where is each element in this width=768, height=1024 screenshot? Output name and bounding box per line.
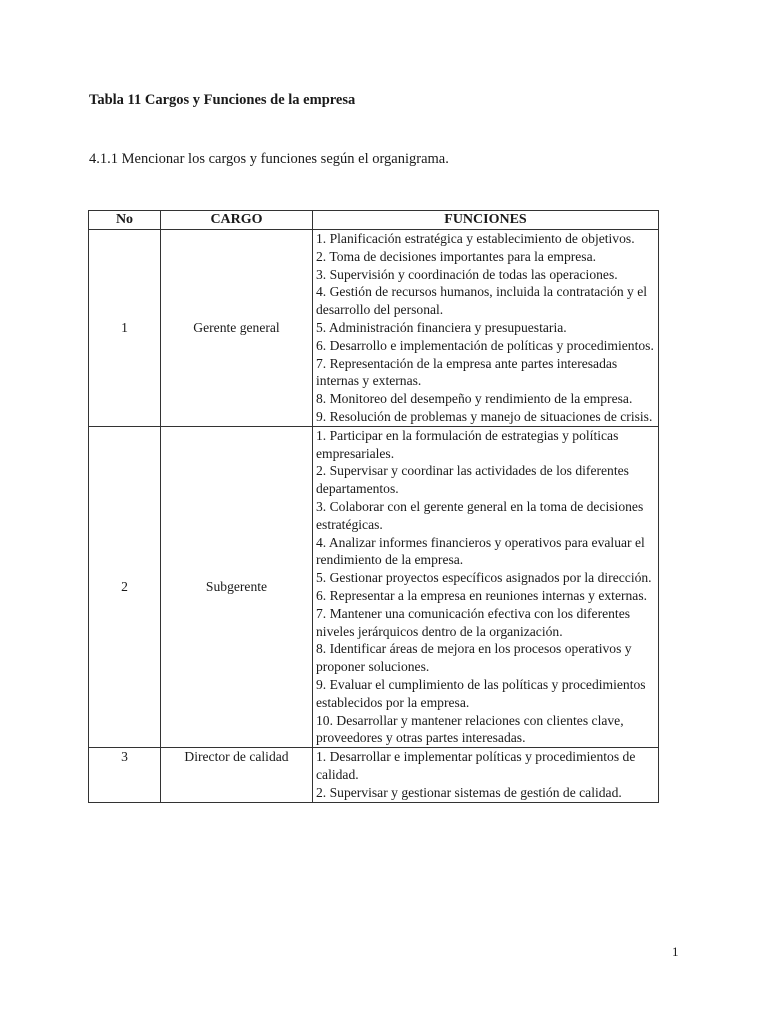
function-item: 1. Desarrollar e implementar políticas y procedimientos de calidad.: [316, 749, 636, 782]
function-item: 4. Analizar informes financieros y operativos para evaluar el rendimiento de la empresa.: [316, 534, 645, 568]
row-funciones: [313, 748, 659, 802]
table-header-row: [89, 211, 659, 230]
row-number: 1: [89, 230, 161, 427]
functions-table: [88, 210, 659, 803]
header-cargo: CARGO: [161, 211, 313, 230]
function-item: 8. Monitoreo del desempeño y rendimiento de la empresa.: [316, 391, 633, 407]
function-item: 5. Gestionar proyectos específicos asignados por la dirección.: [316, 570, 652, 586]
function-item: 6. Desarrollo e implementación de políticas y procedimientos.: [316, 337, 654, 353]
function-item: 3. Colaborar con el gerente general en la toma de decisiones estratégicas.: [316, 498, 644, 532]
header-no: No: [89, 211, 161, 230]
row-cargo: Gerente general: [161, 230, 313, 427]
table-row: [89, 426, 659, 747]
header-funciones: FUNCIONES: [313, 211, 659, 230]
table-row: [89, 748, 659, 802]
function-item: 2. Supervisar y coordinar las actividades de los diferentes departamentos.: [316, 463, 629, 497]
function-item: 7. Mantener una comunicación efectiva con los diferentes niveles jerárquicos dentro de la organización.: [316, 605, 631, 639]
row-number: 2: [89, 426, 161, 747]
table-title: Tabla 11 Cargos y Funciones de la empresa: [89, 92, 356, 108]
table-row: [89, 230, 659, 427]
row-funciones: [313, 230, 659, 427]
function-item: 9. Resolución de problemas y manejo de situaciones de crisis.: [316, 408, 653, 424]
function-item: 4. Gestión de recursos humanos, incluida la contratación y el desarrollo del personal.: [316, 284, 648, 318]
function-item: 2. Toma de decisiones importantes para la empresa.: [316, 248, 597, 264]
section-heading: 4.1.1 Mencionar los cargos y funciones según el organigrama.: [89, 151, 449, 167]
function-item: 7. Representación de la empresa ante partes interesadas internas y externas.: [316, 355, 618, 389]
function-item: 9. Evaluar el cumplimiento de las políticas y procedimientos establecidos por la empresa.: [316, 676, 646, 710]
row-cargo: Subgerente: [161, 426, 313, 747]
function-item: 1. Planificación estratégica y establecimiento de objetivos.: [316, 231, 635, 246]
function-item: 1. Participar en la formulación de estrategias y políticas empresariales.: [316, 427, 619, 461]
row-cargo: Director de calidad: [161, 748, 313, 802]
row-number: 3: [89, 748, 161, 802]
function-item: 2. Supervisar y gestionar sistemas de gestión de calidad.: [316, 784, 622, 800]
function-item: 5. Administración financiera y presupuestaria.: [316, 319, 567, 335]
function-item: 8. Identificar áreas de mejora en los procesos operativos y proponer soluciones.: [316, 641, 632, 675]
function-item: 3. Supervisión y coordinación de todas las operaciones.: [316, 266, 618, 282]
function-item: 6. Representar a la empresa en reuniones internas y externas.: [316, 587, 648, 603]
row-funciones: [313, 426, 659, 747]
page-number: 1: [672, 944, 679, 959]
function-item: 10. Desarrollar y mantener relaciones con clientes clave, proveedores y otras partes interesadas.: [316, 712, 624, 746]
